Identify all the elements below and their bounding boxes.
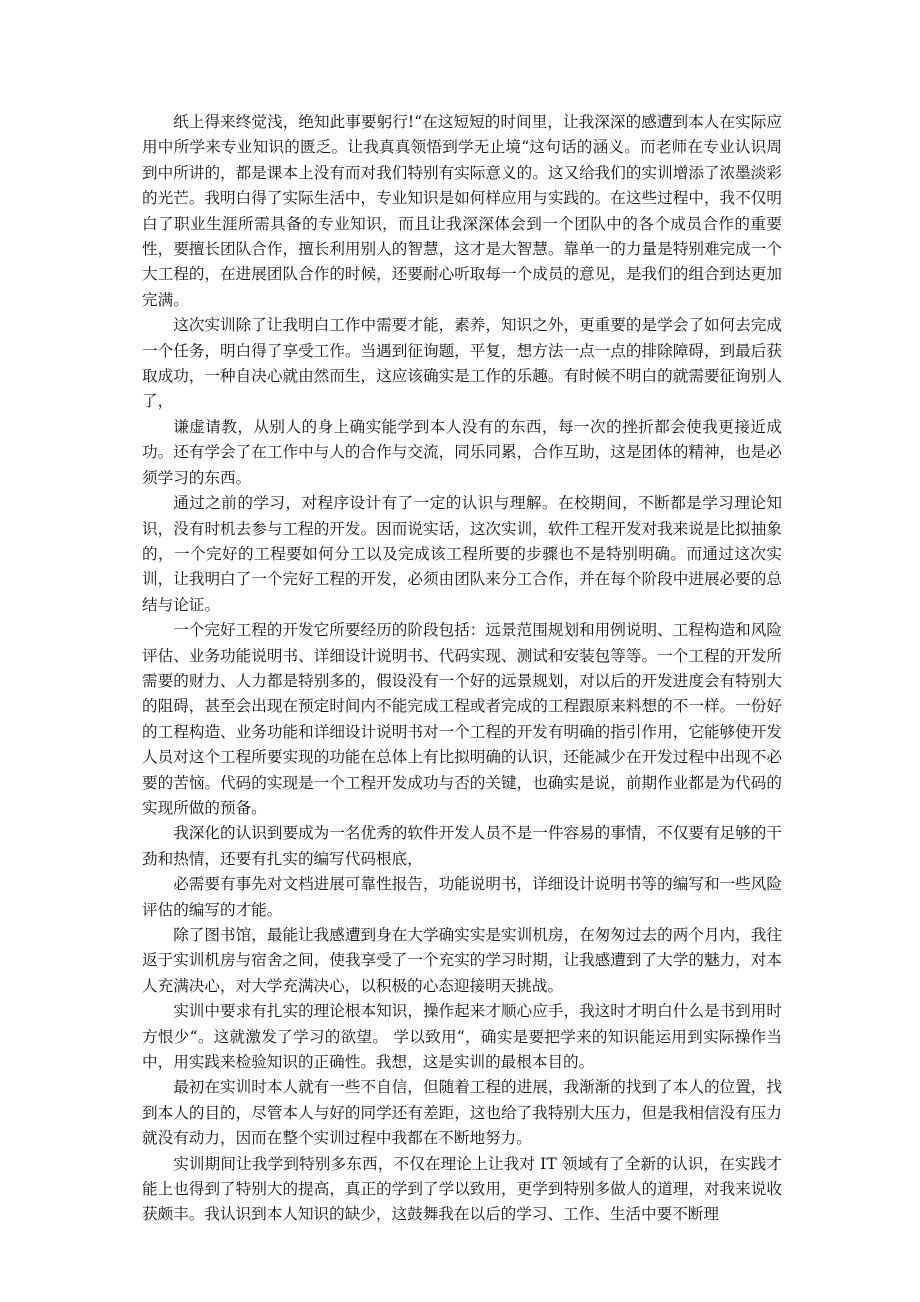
paragraph-11: 实训期间让我学到特别多东西，不仅在理论上让我对 IT 领域有了全新的认识，在实践才能上也得到了特别大的提高，真正的学到了学以致用，更学到特别多做人的道理，对我来说收获颇丰。我认识到本人知识的缺少，这鼓舞我在以后的学习、工作、生活中要不断理 xyxy=(142,1154,782,1224)
paragraph-10: 最初在实训时本人就有一些不自信，但随着工程的进展，我渐渐的找到了本人的位置，找到本人的目的，尽管本人与好的同学还有差距，这也给了我特别大压力，但是我相信没有压力就没有动力，因而在整个实训过程中我都在不断地努力。 xyxy=(142,1078,782,1148)
paragraph-5: 一个完好工程的开发它所要经历的阶段包括：远景范围规划和用例说明、工程构造和风险评估、业务功能说明书、详细设计说明书、代码实现、测试和安装包等等。一个工程的开发所需要的财力、人力都是特别多的，假设没有一个好的远景规划，对以后的开发进度会有特别大的阻碍，甚至会出现在预定时间内不能完成工程或者完成的工程跟原来料想的不一样。一份好的工程构造、业务功能和详细设计说明书对一个工程的开发有明确的指引作用，它能够使开发人员对这个工程所要实现的功能在总体上有比拟明确的认识，还能减少在开发过程中出现不必要的苦恼。代码的实现是一个工程开发成功与否的关键，也确实是说，前期作业都是为代码的实现所做的预备。 xyxy=(142,621,782,817)
paragraph-3: 谦虚请教，从别人的身上确实能学到本人没有的东西，每一次的挫折都会使我更接近成功。还有学会了在工作中与人的合作与交流，同乐同累，合作互助，这是团体的精神，也是必须学习的东西。 xyxy=(142,417,782,487)
document-body xyxy=(142,110,782,1228)
paragraph-2: 这次实训除了让我明白工作中需要才能，素养，知识之外，更重要的是学会了如何去完成一个任务，明白得了享受工作。当遇到征询题，平复，想方法一点一点的排除障碍，到最后获取成功，一种自决心就由然而生，这应该确实是工作的乐趣。有时候不明白的就需要征询别人了， xyxy=(142,316,782,411)
paragraph-1: 纸上得来终觉浅，绝知此事要躬行!“在这短短的时间里，让我深深的感遭到本人在实际应用中所学来专业知识的匮乏。让我真真领悟到学无止境“这句话的涵义。而老师在专业认识周到中所讲的，都是课本上没有而对我们特别有实际意义的。这又给我们的实训增添了浓墨淡彩的光芒。我明白得了实际生活中，专业知识是如何样应用与实践的。在这些过程中，我不仅明白了职业生涯所需具备的专业知识，而且让我深深体会到一个团队中的各个成员合作的重要性，要擅长团队合作，擅长利用别人的智慧，这才是大智慧。靠单一的力量是特别难完成一个大工程的，在进展团队合作的时候，还要耐心听取每一个成员的意见，是我们的组合到达更加完满。 xyxy=(142,113,782,309)
paragraph-7: 必需要有事先对文档进展可靠性报告，功能说明书，详细设计说明书等的编写和一些风险评估的编写的才能。 xyxy=(142,875,782,919)
paragraph-8: 除了图书馆，最能让我感遭到身在大学确实实是实训机房，在匆匆过去的两个月内，我往返于实训机房与宿舍之间，使我享受了一个充实的学习时期，让我感遭到了大学的魅力，对本人充满决心，对大学充满决心，以积极的心态迎接明天挑战。 xyxy=(142,926,782,995)
paragraph-4: 通过之前的学习，对程序设计有了一定的认识与理解。在校期间，不断都是学习理论知识，没有时机去参与工程的开发。因而说实话，这次实训，软件工程开发对我来说是比拟抽象的，一个完好的工程要如何分工以及完成该工程所要的步骤也不是特别明确。而通过这次实训，让我明白了一个完好工程的开发，必须由团队来分工合作，并在每个阶段中进展必要的总结与论证。 xyxy=(142,494,782,614)
paragraph-6: 我深化的认识到要成为一名优秀的软件开发人员不是一件容易的事情，不仅要有足够的干劲和热情，还要有扎实的编写代码根底， xyxy=(142,824,782,868)
paragraph-9: 实训中要求有扎实的理论根本知识，操作起来才顺心应手，我这时才明白什么是书到用时方恨少“。这就激发了学习的欲望。 学以致用“，确实是要把学来的知识能运用到实际操作当中，用实践来检验知识的正确性。我想，这是实训的最根本目的。 xyxy=(142,1002,782,1072)
